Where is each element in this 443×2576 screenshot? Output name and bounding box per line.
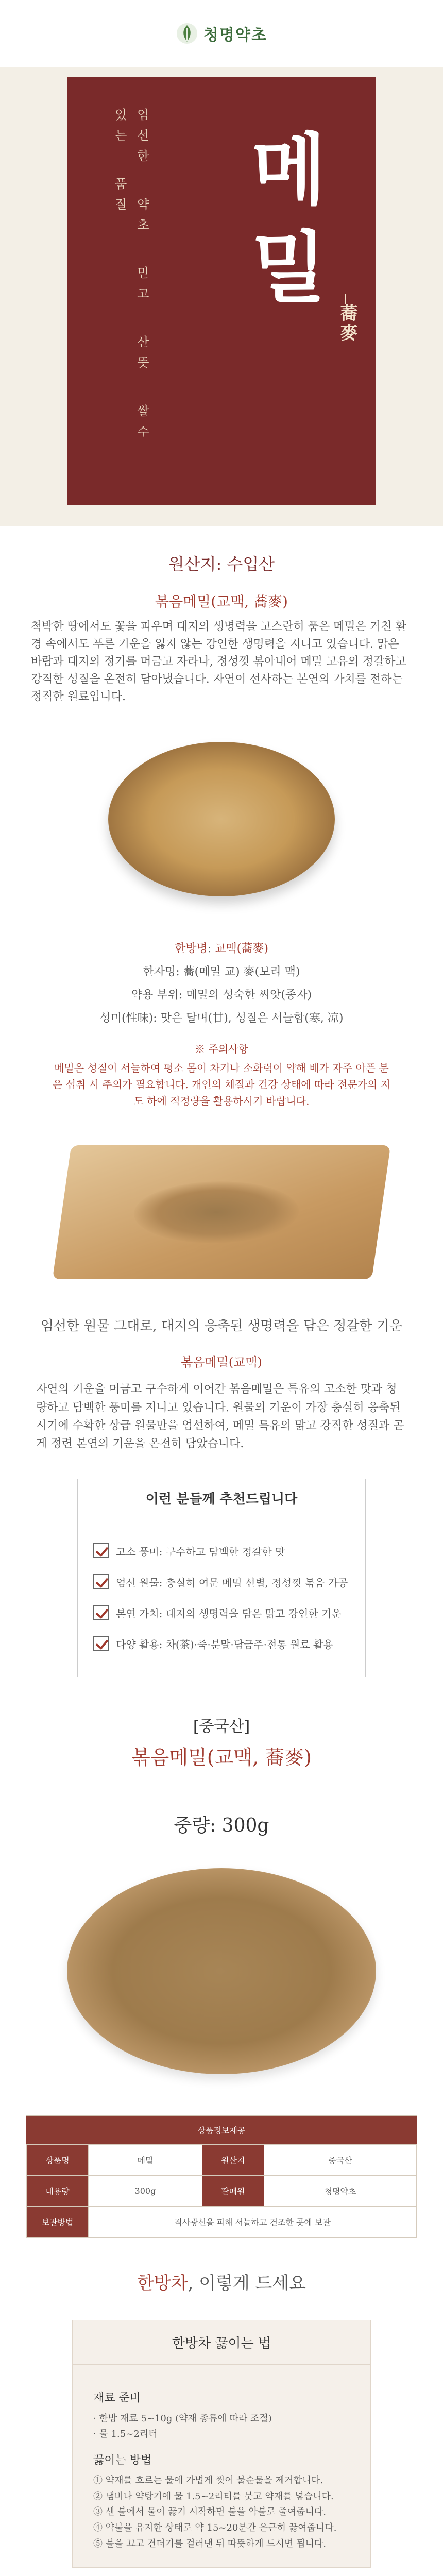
checkbox-checked-icon [93,1605,109,1620]
intro-title: 볶음메밀(교맥, 蕎麥) [155,593,288,610]
method-step: ① 약재를 흐르는 물에 가볍게 씻어 불순물을 제거합니다. [93,2475,323,2486]
spec-table [26,2144,417,2238]
top-logo-bar [0,0,443,67]
table-cell: 중국산 [264,2145,416,2176]
info-row: 성미(性味): 맛은 달며(甘), 성질은 서늘함(寒, 凉) [99,1012,344,1025]
hero-vertical-phrases [108,108,152,505]
tea-recipe-body [73,2365,370,2567]
checkbox-checked-icon [93,1574,109,1589]
table-row [27,2176,417,2207]
table-row [27,2145,417,2176]
plate-image-wrap [0,1848,443,2095]
product-origin-tag: [중국산] [193,1718,250,1736]
buckwheat-basket-image [108,742,335,896]
buckwheat-plate-image [67,1868,376,2074]
recommend-title: 이런 분들께 추천드립니다 [78,1479,365,1517]
table-cell: 청명약초 [264,2176,416,2207]
info-label: 한자명 [143,965,176,979]
hero-hanja-divider [345,294,346,304]
table-row [27,2207,417,2238]
recommend-item-text: 엄선 원물: 충실히 여문 메밀 선별, 정성껏 볶음 가공 [116,1576,348,1589]
method-title: 끓이는 방법 [93,2453,152,2467]
brand-logo-icon [176,22,198,45]
caution-body: 메밀은 성질이 서늘하여 평소 몸이 차거나 소화력이 약해 배가 자주 아픈 분은 섭취 시 주의가 필요합니다. 개인의 체질과 건강 상태에 따라 전문가의 지도 하에 적정량을 활용하시기 바랍니다. [53,1062,390,1108]
story-body: 자연의 기운을 머금고 구수하게 이어간 볶음메밀은 특유의 고소한 맛과 청량하고 담백한 풍미를 지니고 있습니다. 원물의 기운이 가장 충실히 응축된 시기에 수확한 상급 원물만을 엄선하여, 메밀 특유의 맑고 강직한 성질과 곧게 정련 본연의 기운을 온전히 담았습니다. [36,1383,404,1451]
recommend-item [93,1605,350,1620]
info-label: 약용 부위 [131,989,179,1002]
checkbox-checked-icon [93,1636,109,1651]
table-cell-key: 상품명 [27,2145,89,2176]
spec-table-box [26,2115,417,2238]
info-label: 성미(性味) [99,1012,154,1025]
origin-label: 원산지: 수입산 [168,554,275,574]
recommend-list [78,1517,365,1677]
method-step: ③ 센 불에서 물이 끓기 시작하면 불을 약불로 줄여줍니다. [93,2506,327,2518]
product-heading [0,1693,443,1770]
caution-title: ※ 주의사항 [195,1043,248,1056]
ingredient-line: · 물 1.5~2리터 [93,2429,158,2440]
hanbang-heading [0,2269,443,2294]
hero-phrase: 품질 [112,177,127,218]
method-step: ② 냄비나 약탕기에 물 1.5~2리터를 붓고 약재를 넣습니다. [93,2490,334,2502]
tea-recipe-title: 한방차 끓이는 법 [73,2320,370,2365]
checkbox-checked-icon [93,1543,109,1558]
info-label: 한방명 [175,942,208,956]
tea-recipe-card [72,2320,371,2568]
tagline: 엄선한 원물 그대로, 대지의 응축된 생명력을 담은 정갈한 기운 [40,1318,403,1334]
hero-phrase: 쌀수 [134,404,149,446]
info-row: 약용 부위: 메밀의 성숙한 씨앗(종자) [131,989,312,1002]
table-cell: 직사광선을 피해 서늘하고 건조한 곳에 보관 [89,2207,417,2238]
buckwheat-board-image [53,1145,391,1279]
method-step: ⑤ 불을 끄고 건더기를 걸러낸 뒤 따뜻하게 드시면 됩니다. [93,2538,327,2549]
table-cell: 300g [89,2176,202,2207]
hero-phrase: 믿고 [134,266,149,308]
hanbang-accent: 한방차 [137,2273,188,2294]
hero-panel [67,77,376,505]
hanbang-rest: , 이렇게 드세요 [188,2273,306,2294]
basket-image-wrap [0,711,443,927]
table-cell-key: 내용량 [27,2176,89,2207]
method-step: ④ 약불을 유지한 상태로 약 15~20분간 은근히 끓여줍니다. [93,2522,337,2533]
table-cell-key: 원산지 [202,2145,264,2176]
herb-info-section [0,927,443,1114]
brand-name: 청명약초 [203,26,267,44]
intro-body: 척박한 땅에서도 꽃을 피우며 대지의 생명력을 고스란히 품은 메밀은 거친 환경 속에서도 푸른 기운을 잃지 않는 강인한 생명력을 지니고 있습니다. 맑은 바람과 대지의 정기를 머금고 자라나, 정성껏 볶아내어 메밀 고유의 정갈하고 강직한 성질을 온전히 담아냈습니다. 자연이 선사하는 본연의 가치를 전하는 정직한 원료입니다. [31,620,406,704]
hero-title: 메밀 [237,129,328,325]
recommend-item-text: 본연 가치: 대지의 생명력을 담은 맑고 강인한 기운 [116,1607,342,1620]
hero-hanja: 蕎麥 [337,304,357,343]
ingredients-title: 재료 준비 [93,2392,141,2405]
recommend-item-text: 고소 풍미: 구수하고 담백한 정갈한 맛 [116,1545,285,1558]
recommend-box [77,1479,366,1677]
hero-section [0,67,443,526]
recommend-item [93,1574,350,1589]
info-value: 메밀의 성숙한 씨앗(종자) [186,989,312,1002]
recommend-item [93,1543,350,1558]
table-cell-key: 보관방법 [27,2207,89,2238]
product-name: 볶음메밀(교맥, 蕎麥) [131,1746,312,1769]
info-row: 한자명: 蕎(메밀 교) 麥(보리 맥) [143,965,300,979]
hero-phrase: 있는 [112,108,127,149]
hero-phrase: 산뜻 [134,335,149,377]
table-cell-key: 판매원 [202,2176,264,2207]
board-image-wrap [0,1114,443,1310]
info-value: 교맥(蕎麥) [215,942,268,956]
hero-phrase: 약초 [134,197,149,239]
recommend-item [93,1636,350,1651]
info-value: 맛은 달며(甘), 성질은 서늘함(寒, 凉) [160,1012,344,1025]
origin-section [0,526,443,711]
recommend-item-text: 다양 활용: 차(茶)·죽·분말·담금주·전통 원료 활용 [116,1638,333,1651]
table-cell: 메밀 [89,2145,202,2176]
info-value: 蕎(메밀 교) 麥(보리 맥) [183,965,300,979]
spec-table-caption: 상품정보제공 [26,2116,417,2144]
product-weight: 중량: 300g [174,1815,269,1837]
story-title: 볶음메밀(교맥) [181,1355,262,1370]
ingredient-line: · 한방 재료 5~10g (약재 종류에 따라 조절) [93,2413,272,2424]
info-row: 한방명: 교맥(蕎麥) [175,942,268,956]
hero-phrase: 엄선한 [134,108,149,170]
